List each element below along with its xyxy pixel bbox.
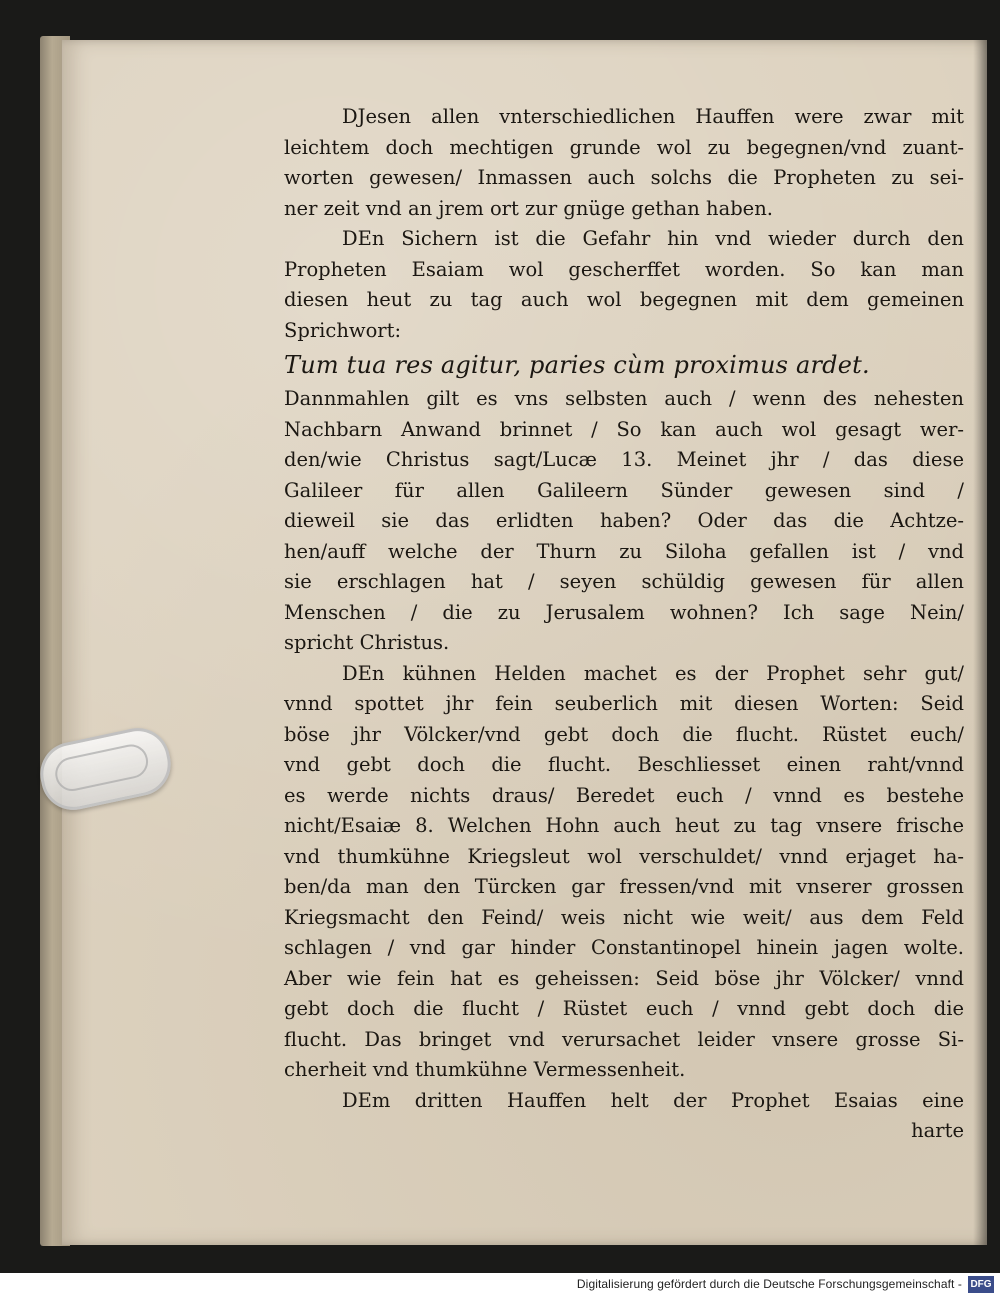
text-line: schlagen / vnd gar hinder Constantinopel hinein jagen wolte.	[284, 936, 964, 959]
latin-quote-line: Tum tua res agitur, paries cùm proximus ardet.	[284, 351, 870, 379]
funding-credit: Digitalisierung gefördert durch die Deutsche Forschungsgemeinschaft -	[576, 1277, 962, 1291]
text-line: Nachbarn Anwand brinnet / So kan auch wol gesagt wer-	[284, 417, 964, 441]
text-line: sie erschlagen hat / seyen schüldig gewesen für allen	[284, 570, 964, 593]
text-line: DJesen allen vnterschiedlichen Hauffen were zwar mit	[342, 105, 964, 128]
book-page	[62, 40, 987, 1245]
text-line: hen/auff welche der Thurn zu Siloha gefallen ist / vnd	[284, 539, 964, 563]
text-line: flucht. Das bringet vnd verursachet leider vnsere grosse Si-	[284, 1027, 964, 1051]
text-line: Menschen / die zu Jerusalem wohnen? Ich sage Nein/	[284, 600, 964, 624]
text-line: vnd gebt doch die flucht. Beschliesset einen raht/vnnd	[284, 753, 964, 776]
page-gutter-shadow	[973, 40, 987, 1245]
text-line: cherheit vnd thumkühne Vermessenheit.	[284, 1058, 686, 1081]
text-line: diesen heut zu tag auch wol begegnen mit dem gemeinen	[284, 288, 964, 311]
text-line: vnnd spottet jhr fein seuberlich mit diesen Worten: Seid	[284, 692, 964, 715]
text-line: worten gewesen/ Inmassen auch solchs die Propheten zu sei-	[284, 166, 964, 189]
text-line: Propheten Esaiam wol gescherffet worden. So kan man	[284, 257, 964, 281]
page-text-block	[284, 102, 964, 1147]
text-line: es werde nichts draus/ Beredet euch / vnnd es bestehe	[284, 783, 964, 807]
text-line: Dannmahlen gilt es vns selbsten auch / wenn des nehesten	[284, 387, 964, 410]
text-line: Galileer für allen Galileern Sünder gewesen sind /	[284, 478, 964, 502]
text-line: DEn Sichern ist die Gefahr hin vnd wieder durch den	[342, 227, 964, 250]
text-line: leichtem doch mechtigen grunde wol zu begegnen/vnd zuant-	[284, 135, 964, 159]
paperclip-inner-loop	[52, 741, 151, 794]
text-line: den/wie Christus sagt/Lucæ 13. Meinet jhr / das diese	[284, 448, 964, 471]
text-line: ner zeit vnd an jrem ort zur gnüge gethan haben.	[284, 196, 773, 220]
text-line: Aber wie fein hat es geheissen: Seid böse jhr Völcker/ vnnd	[284, 966, 964, 990]
text-line: böse jhr Völcker/vnd gebt doch die flucht. Rüstet euch/	[284, 722, 964, 746]
text-line: Kriegsmacht den Feind/ weis nicht wie weit/ aus dem Feld	[284, 905, 964, 929]
footer-bar	[0, 1273, 1000, 1297]
text-line: ben/da man den Türcken gar fressen/vnd mit vnserer grossen	[284, 875, 964, 898]
text-line: vnd thumkühne Kriegsleut wol verschuldet/ vnnd erjaget ha-	[284, 844, 964, 868]
text-line: Sprichwort:	[284, 318, 402, 342]
text-line: nicht/Esaiæ 8. Welchen Hohn auch heut zu tag vnsere frische	[284, 814, 964, 837]
text-line: spricht Christus.	[284, 631, 450, 654]
text-line: gebt doch die flucht / Rüstet euch / vnnd gebt doch die	[284, 997, 964, 1020]
text-line: DEn kühnen Helden machet es der Prophet sehr gut/	[342, 661, 964, 685]
text-line: DEm dritten Hauffen helt der Prophet Esaias eine	[342, 1088, 964, 1112]
text-line: dieweil sie das erlidten haben? Oder das die Achtze-	[284, 509, 964, 532]
dfg-logo-icon: DFG	[968, 1276, 994, 1293]
catchword: harte	[911, 1119, 964, 1142]
